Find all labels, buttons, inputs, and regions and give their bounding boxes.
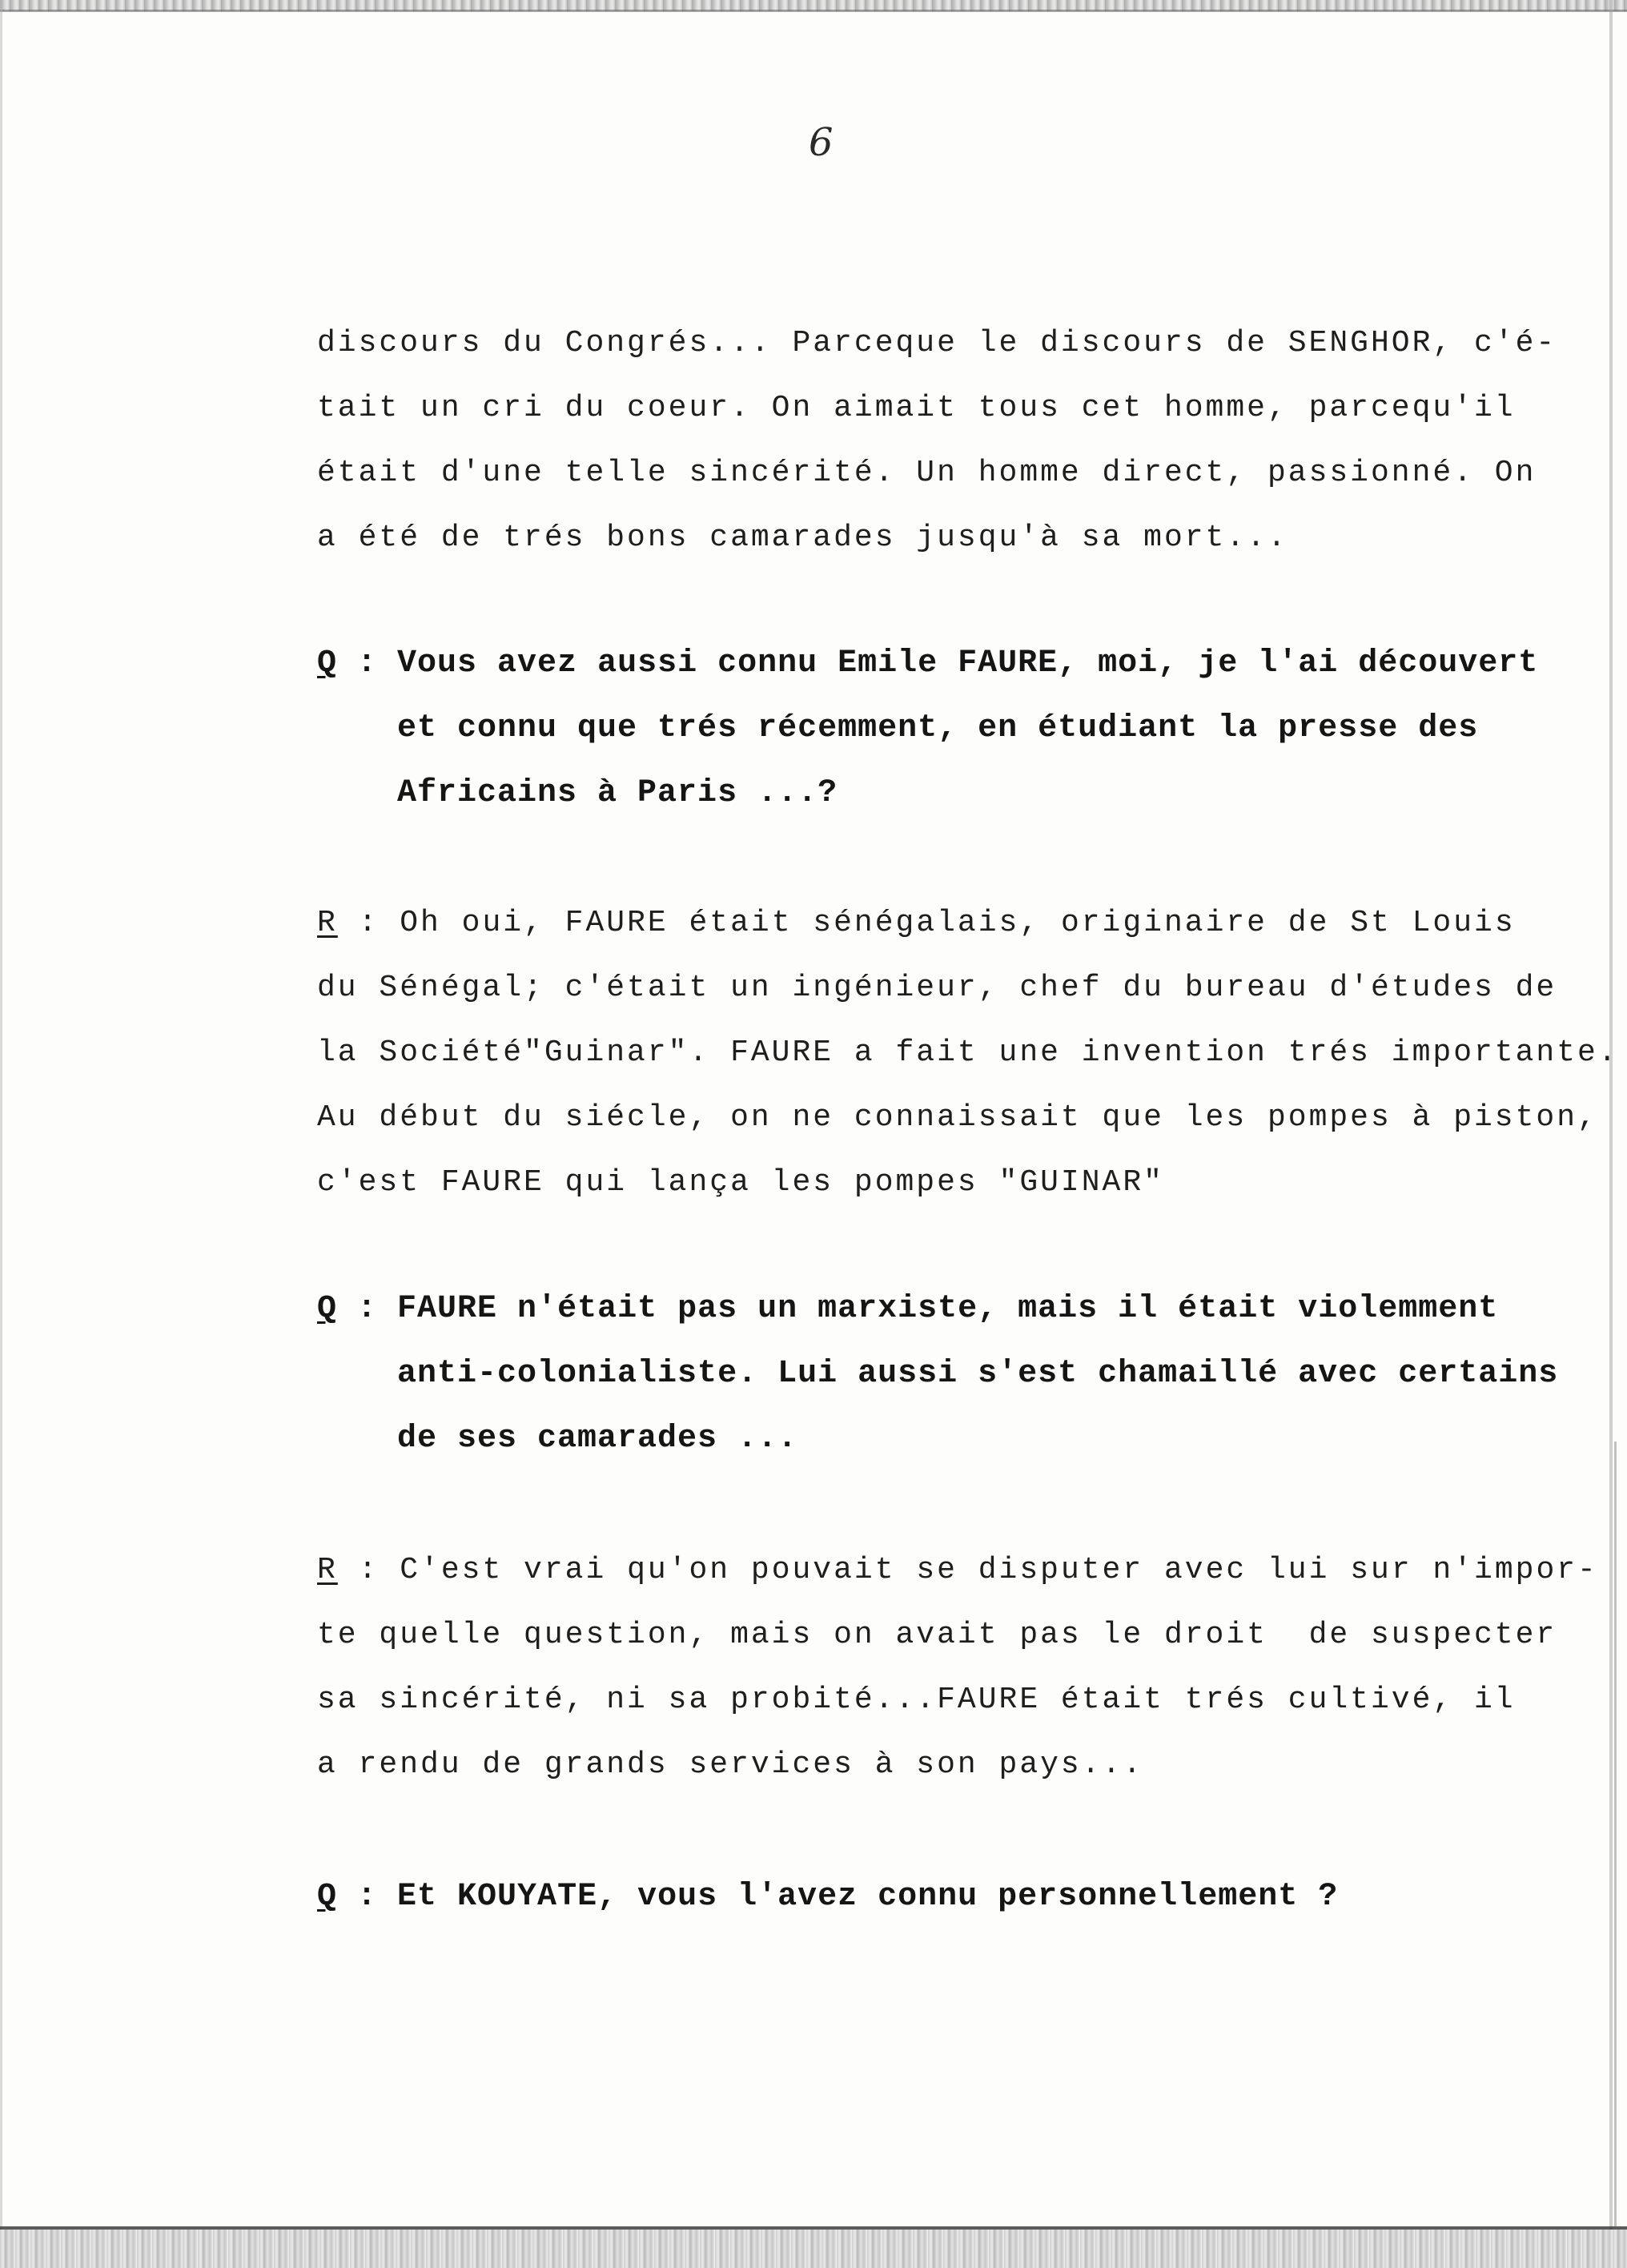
question-text: FAURE n'était pas un marxiste, mais il était violemment [397,1291,1499,1327]
question-first-line [317,631,1538,696]
text-line: de ses camarades ... [397,1421,798,1457]
answer-paragraph [317,891,1619,1215]
question-paragraph [317,1277,1558,1471]
text-line: anti-colonialiste. Lui aussi s'est chamaillé avec certains [397,1356,1559,1392]
question-first-line [317,1277,1558,1341]
answer-marker: R [317,1553,338,1587]
text-line: la Société"Guinar". FAURE a fait une invention trés importante. [317,1035,1619,1070]
scan-edge-bottom [0,2230,1627,2268]
question-text: Vous avez aussi connu Emile FAURE, moi, je l'ai découvert [397,645,1539,682]
answer-first-line [317,891,1619,955]
marker-separator: : [337,906,400,940]
marker-separator: : [337,645,398,682]
text-line: c'est FAURE qui lança les pompes "GUINAR" [317,1165,1164,1200]
scan-edge-top-line [0,10,1627,12]
question-first-line [317,1864,1338,1929]
question-marker: Q [317,1879,338,1915]
marker-separator: : [337,1879,398,1915]
text-line: te quelle question, mais on avait pas le droit de suspecter [317,1618,1557,1652]
marker-separator: : [337,1553,400,1587]
text-line: Africains à Paris ...? [397,775,838,811]
question-marker: Q [317,645,338,682]
text-line: discours du Congrés... Parceque le discours de SENGHOR, c'é- [317,326,1557,360]
question-paragraph [317,631,1538,826]
marker-separator: : [337,1291,398,1327]
page-number: 6 [809,120,834,165]
answer-text: Oh oui, FAURE était sénégalais, originaire de St Louis [400,906,1516,940]
text-line: Au début du siécle, on ne connaissait que les pompes à piston, [317,1100,1598,1135]
answer-text: C'est vrai qu'on pouvait se disputer avec lui sur n'impor- [400,1553,1598,1587]
answer-marker: R [317,906,338,940]
scan-edge-left [0,0,2,2268]
text-line: tait un cri du coeur. On aimait tous cet homme, parcequ'il [317,391,1516,425]
text-line: du Sénégal; c'était un ingénieur, chef du bureau d'études de [317,971,1557,1005]
question-paragraph [317,1864,1338,1929]
answer-continuation-paragraph [317,311,1557,570]
question-text: Et KOUYATE, vous l'avez connu personnellement ? [397,1879,1339,1915]
scan-edge-right-inner [1614,1442,1617,2226]
text-line: était d'une telle sincérité. Un homme direct, passionné. On [317,456,1537,490]
text-line: a rendu de grands services à son pays... [317,1747,1144,1782]
answer-paragraph [317,1538,1598,1797]
question-marker: Q [317,1291,338,1327]
answer-first-line [317,1538,1598,1602]
text-line: sa sincérité, ni sa probité...FAURE était trés cultivé, il [317,1683,1516,1717]
text-line: et connu que trés récemment, en étudiant la presse des [397,710,1479,746]
text-line: a été de trés bons camarades jusqu'à sa mort... [317,521,1288,555]
